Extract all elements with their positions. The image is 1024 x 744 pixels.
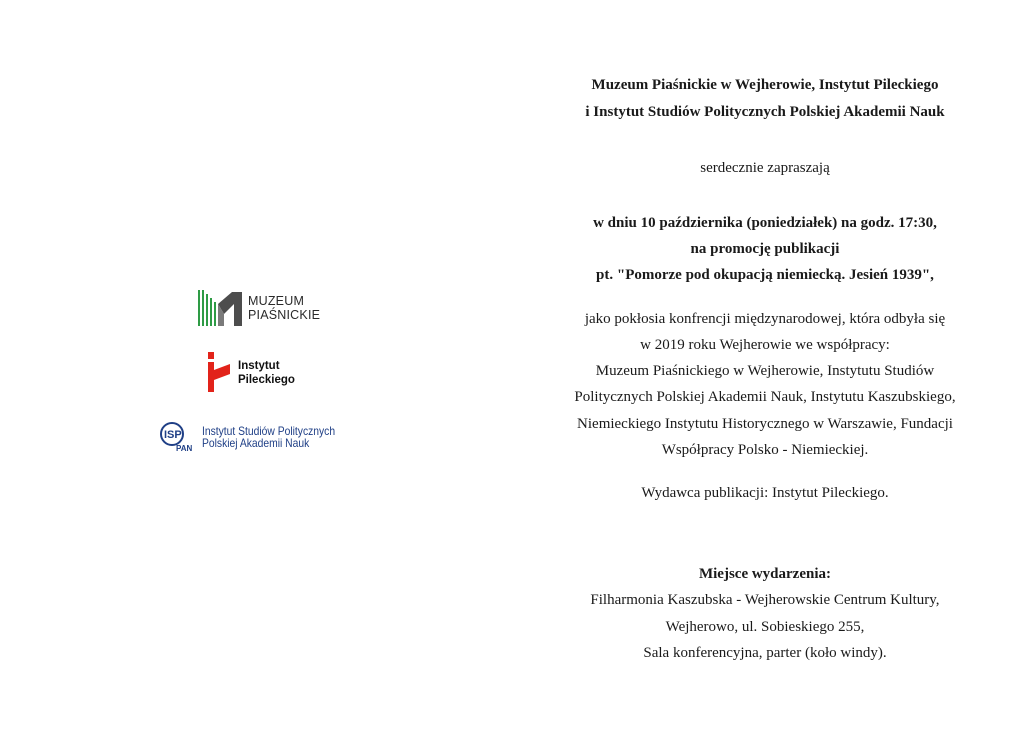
- instytut-pileckiego-logo: [206, 352, 295, 394]
- muzeum-logo-line2: PIAŚNICKIE: [248, 308, 321, 322]
- hosts-line-2: i Instytut Studiów Politycznych Polskiej Akademii Nauk: [585, 104, 945, 120]
- instytut-pileckiego-icon: [206, 352, 232, 394]
- description-line: Muzeum Piaśnickiego w Wejherowie, Instytutu Studiów: [595, 363, 935, 379]
- venue-line: Wejherowo, ul. Sobieskiego 255,: [665, 619, 865, 635]
- event-promo: na promocję publikacji: [690, 241, 840, 257]
- muzeum-piasnickie-icon: [198, 288, 244, 328]
- description-line: Współpracy Polsko - Niemieckiej.: [661, 442, 869, 458]
- publication-title: pt. "Pomorze pod okupacją niemiecką. Jesień 1939",: [596, 267, 934, 283]
- venue-line: Filharmonia Kaszubska - Wejherowskie Centrum Kultury,: [590, 592, 940, 608]
- isp-logo-line2: Polskiej Akademii Nauk: [202, 436, 310, 450]
- description-line: Politycznych Polskiej Akademii Nauk, Instytutu Kaszubskiego,: [574, 389, 956, 405]
- pilecki-logo-line2: Pileckiego: [238, 374, 295, 386]
- isp-pan-logo: [160, 420, 357, 454]
- invite-phrase: serdecznie zapraszają: [700, 160, 830, 176]
- isp-logo-line1: Instytut Studiów Politycznych: [202, 423, 336, 438]
- description-line: jako pokłosia konfrencji międzynarodowej, która odbyła się: [584, 311, 946, 327]
- muzeum-piasnickie-logo: [198, 288, 320, 328]
- description-line: Niemieckiego Instytutu Historycznego w Warszawie, Fundacji: [577, 416, 953, 432]
- venue-heading: Miejsce wydarzenia:: [698, 566, 832, 582]
- muzeum-logo-line1: MUZEUM: [248, 294, 305, 308]
- isp-pan-icon: [160, 420, 198, 454]
- venue-line: Sala konferencyjna, parter (koło windy).: [643, 645, 887, 661]
- hosts-line-1: Muzeum Piaśnickie w Wejherowie, Instytut Pileckiego: [591, 77, 939, 93]
- pilecki-logo-line1: Instytut: [238, 360, 280, 372]
- pan-mark-text: PAN: [176, 444, 193, 453]
- event-date: w dniu 10 października (poniedziałek) na godz. 17:30,: [593, 215, 937, 231]
- publisher-note: Wydawca publikacji: Instytut Pileckiego.: [641, 485, 889, 501]
- description-line: w 2019 roku Wejherowie we współpracy:: [640, 337, 890, 353]
- isp-mark-text: ISP: [164, 429, 182, 441]
